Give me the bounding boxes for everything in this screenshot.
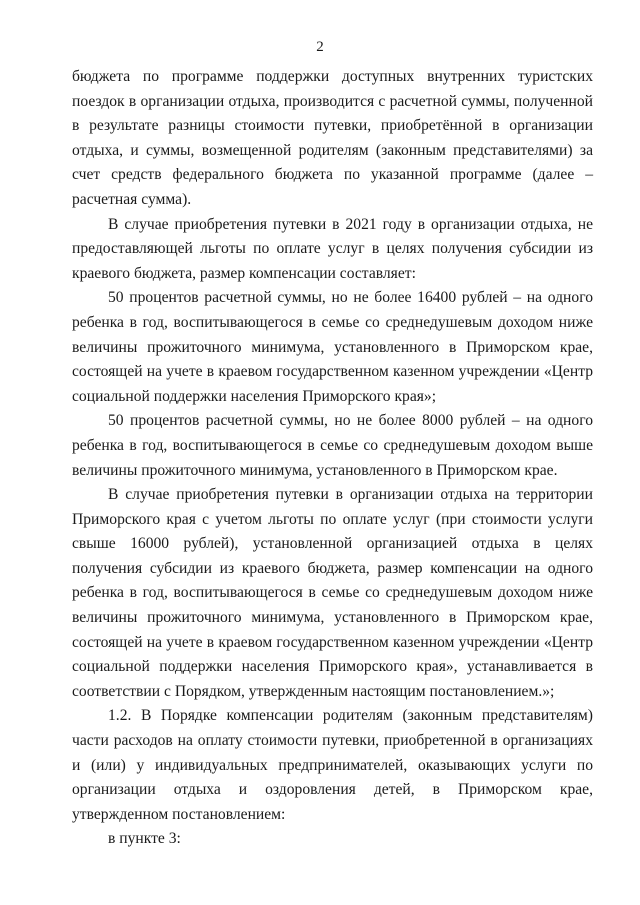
paragraph-section-1-2: 1.2. В Порядке компенсации родителям (законным представителям) части расходов на оплату стоимости путевки, приобретенной в организациях и (или) у индивидуальных предпринимателей, оказывающих услуги по организации отдыха и оздоровления детей, в Приморском крае, утвержденном постановлением: <box>72 707 593 823</box>
paragraph-compensation-intro: В случае приобретения путевки в 2021 году в организации отдыха, не предоставляющей льготы по оплате услуг в целях получения субсидии из краевого бюджета, размер компенсации составляет: <box>72 215 593 282</box>
paragraph-point-3: в пункте 3: <box>108 830 181 848</box>
page-number: 2 <box>316 39 324 55</box>
paragraph-low-income: 50 процентов расчетной суммы, но не более 16400 рублей – на одного ребенка в год, воспитывающегося в семье со среднедушевым доходом ниже величины прожиточного минимума, установленного в Приморском крае, состоящей на учете в краевом государственном казенном учреждении «Центр социальной поддержки населения Приморского края»; <box>72 289 593 405</box>
paragraph-high-income: 50 процентов расчетной суммы, но не более 8000 рублей – на одного ребенка в год, воспитывающегося в семье со среднедушевым доходом выше величины прожиточного минимума, установленного в Приморском крае. <box>72 412 593 479</box>
paragraph-continuation: бюджета по программе поддержки доступных внутренних туристских поездок в организации отдыха, производится с расчетной суммы, полученной в результате разницы стоимости путевки, приобретённой в организации отдыха, и суммы, возмещенной родителям (законным представителями) за счет средств федерального бюджета по указанной программе (далее – расчетная сумма). <box>72 68 593 208</box>
paragraph-primorsky-benefit: В случае приобретения путевки в организации отдыха на территории Приморского края с учетом льготы по оплате услуг (при стоимости услуги свыше 16000 рублей), установленной организацией отдыха в целях получения субсидии из краевого бюджета, размер компенсации на одного ребенка в год, воспитывающегося в семье со среднедушевым доходом ниже величины прожиточного минимума, установленного в Приморском крае, состоящей на учете в краевом государственном казенном учреждении «Центр социальной поддержки населения Приморского края», устанавливается в соответствии с Порядком, утвержденным настоящим постановлением.»; <box>72 486 593 700</box>
document-body <box>72 65 593 852</box>
